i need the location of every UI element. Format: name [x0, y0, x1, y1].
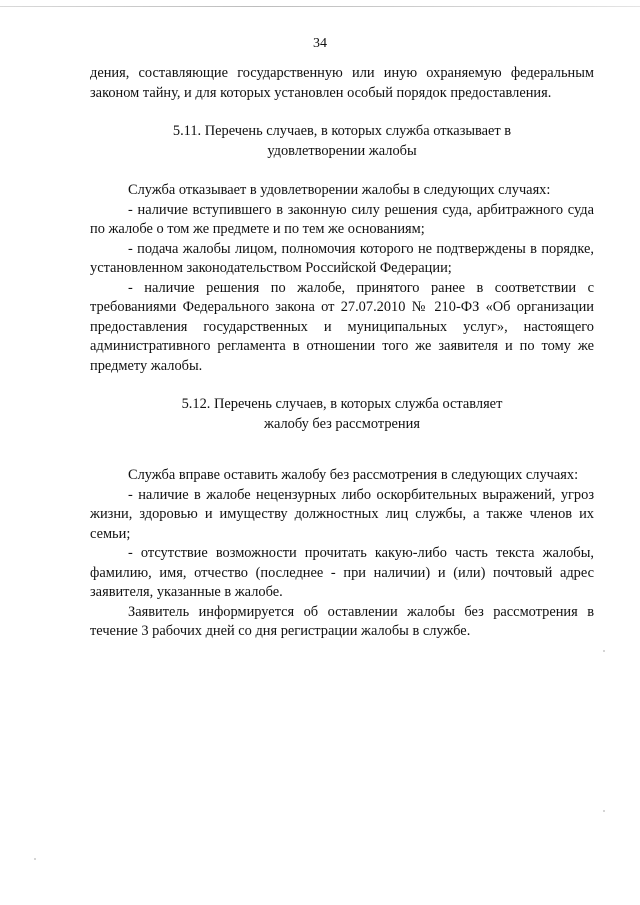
section-5-12-heading-line1: 5.12. Перечень случаев, в которых служба оставляет	[181, 396, 503, 412]
scan-speck	[603, 810, 605, 812]
continuation-paragraph: дения, составляющие государственную или иную охраняемую федеральным законом тайну, и для которых установлен особый порядок предоставления.	[90, 65, 594, 101]
section-5-12-heading-line2: жалобу без рассмотрения	[264, 415, 420, 432]
scan-edge-line	[0, 6, 640, 7]
section-5-11-item: - наличие вступившего в законную силу решения суда, арбитражного суда по жалобе о том же предмете и по тем же основаниям;	[90, 201, 594, 237]
section-5-12-closing: Заявитель информируется об оставлении жалобы без рассмотрения в течение 3 рабочих дней со дня регистрации жалобы в службе.	[90, 603, 594, 639]
section-5-12-heading	[90, 395, 594, 434]
section-5-11-item: - наличие решения по жалобе, принятого ранее в соответствии с требованиями Федерального закона от 27.07.2010 № 210-ФЗ «Об организации предоставления государственных и муниципальных услуг», настоящего административного регламента в отношении того же заявителя и по тому же предмету жалобы.	[90, 279, 594, 374]
document-body	[90, 64, 594, 642]
section-5-11-intro: Служба отказывает в удовлетворении жалобы в следующих случаях:	[128, 182, 551, 198]
section-5-12-item: - наличие в жалобе нецензурных либо оскорбительных выражений, угроз жизни, здоровью и имуществу должностных лиц службы, а также членов их семьи;	[90, 486, 594, 542]
section-5-11-item: - подача жалобы лицом, полномочия которого не подтверждены в порядке, установленном законодательством Российской Федерации;	[90, 240, 594, 276]
section-5-11-heading-line2: удовлетворении жалобы	[267, 142, 417, 159]
section-5-12-item: - отсутствие возможности прочитать какую-либо часть текста жалобы, фамилию, имя, отчество (последнее - при наличии) и (или) почтовый адрес заявителя, указанные в жалобе.	[90, 545, 594, 600]
section-5-12-intro: Служба вправе оставить жалобу без рассмотрения в следующих случаях:	[128, 467, 579, 483]
section-5-11-heading-line1: 5.11. Перечень случаев, в которых служба отказывает в	[172, 123, 512, 139]
scan-speck	[603, 650, 605, 652]
section-5-11-heading	[90, 122, 594, 161]
scan-speck	[34, 858, 36, 860]
page-number: 34	[313, 36, 327, 51]
